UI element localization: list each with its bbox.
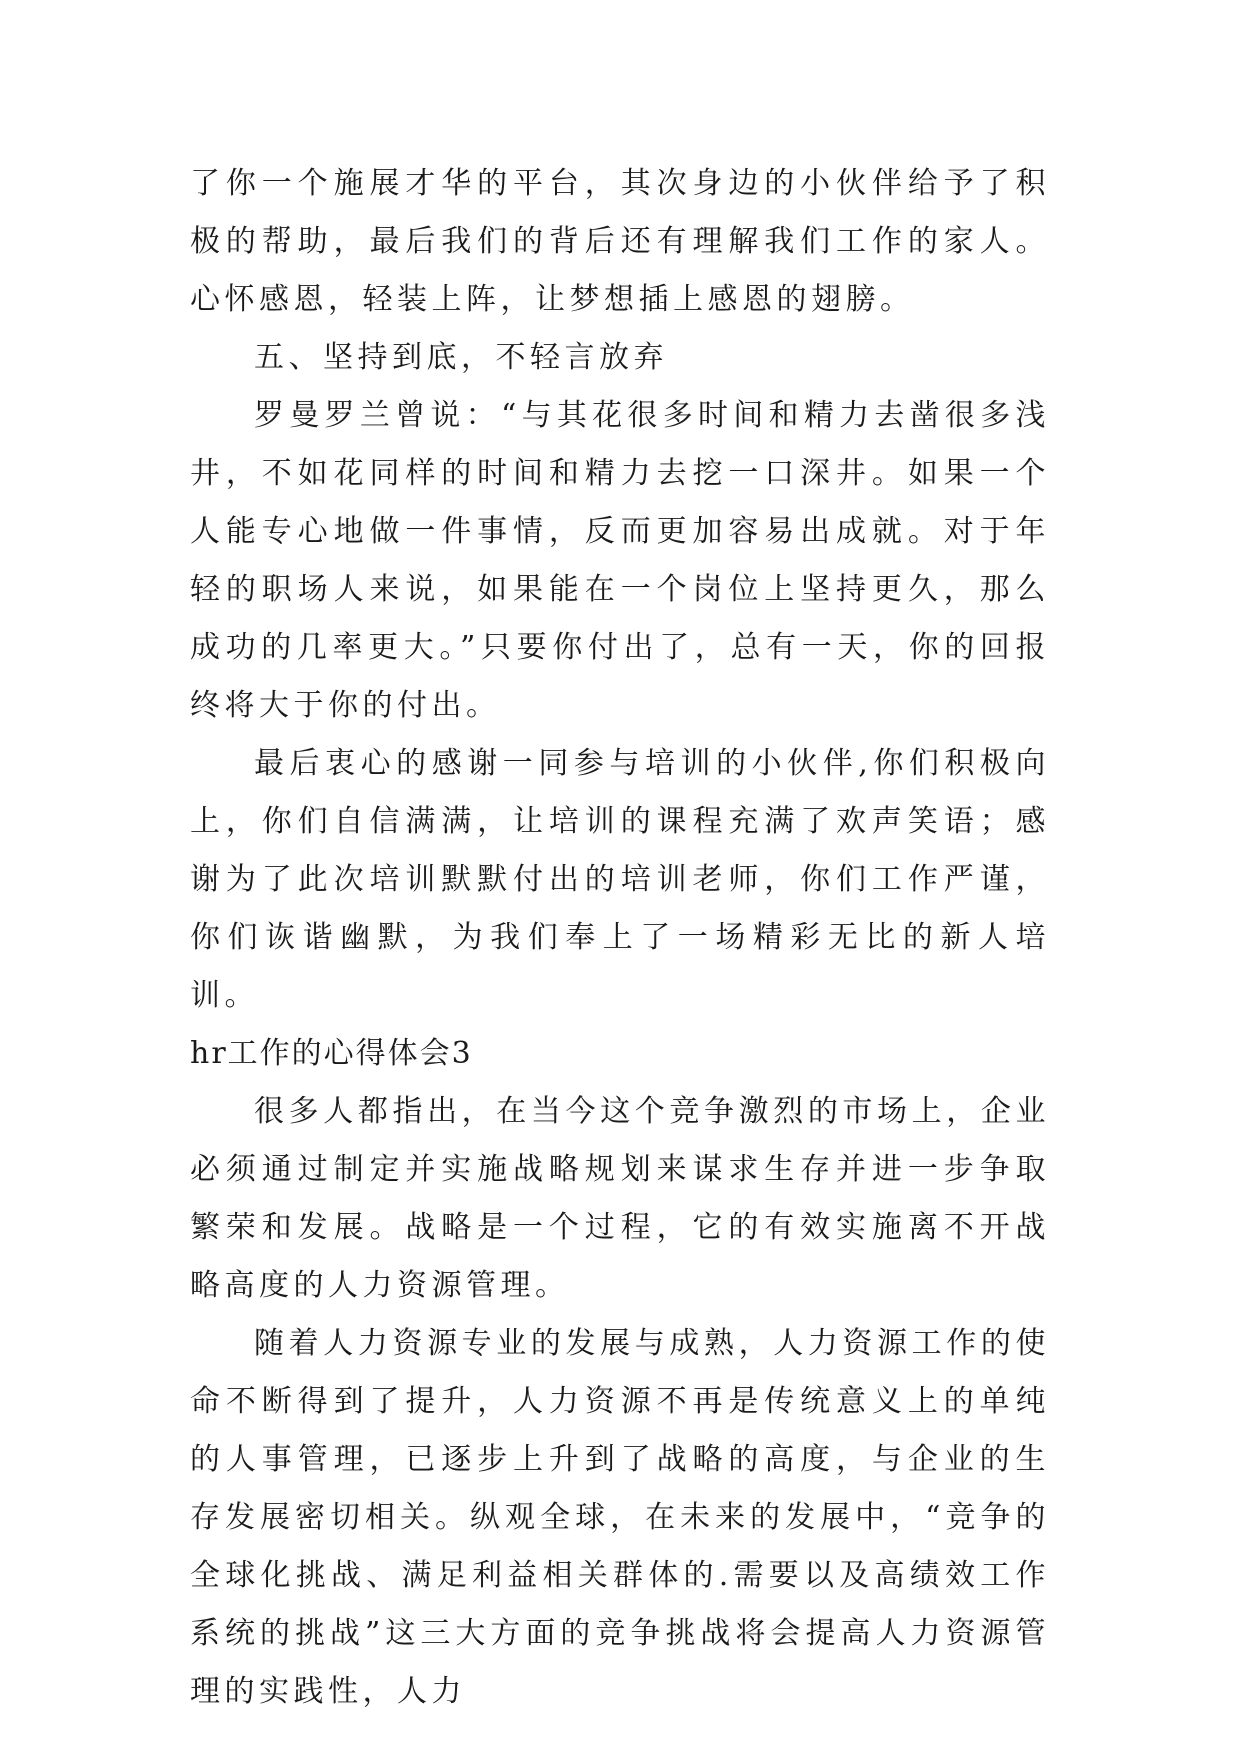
- paragraph-gratitude-continued: 了你一个施展才华的平台，其次身边的小伙伴给予了积极的帮助，最后我们的背后还有理解我们工作的家人。心怀感恩，轻装上阵，让梦想插上感恩的翅膀。: [190, 166, 1050, 317]
- article-title-hr-3: hr工作的心得体会3: [190, 1036, 473, 1071]
- paragraph-hr-development: 随着人力资源专业的发展与成熟，人力资源工作的使命不断得到了提升，人力资源不再是传统意义上的单纯的人事管理，已逐步上升到了战略的高度，与企业的生存发展密切相关。纵观全球，在未来的发展中，“竞争的全球化挑战、满足利益相关群体的.需要以及高绩效工作系统的挑战”这三大方面的竞争挑战将会提高人力资源管理的实践性，人力: [190, 1326, 1050, 1709]
- paragraph-romain-rolland-quote: 罗曼罗兰曾说：“与其花很多时间和精力去凿很多浅井，不如花同样的时间和精力去挖一口深井。如果一个人能专心地做一件事情，反而更加容易出成就。对于年轻的职场人来说，如果能在一个岗位上坚持更久，那么成功的几率更大。”只要你付出了，总有一天，你的回报终将大于你的付出。: [190, 398, 1050, 723]
- document-body: [190, 155, 1050, 1721]
- paragraph-strategy-intro: 很多人都指出，在当今这个竞争激烈的市场上，企业必须通过制定并实施战略规划来谋求生存并进一步争取繁荣和发展。战略是一个过程，它的有效实施离不开战略高度的人力资源管理。: [190, 1094, 1050, 1303]
- paragraph-thanks: 最后衷心的感谢一同参与培训的小伙伴,你们积极向上，你们自信满满，让培训的课程充满了欢声笑语；感谢为了此次培训默默付出的培训老师，你们工作严谨，你们诙谐幽默，为我们奉上了一场精彩无比的新人培训。: [190, 746, 1050, 1013]
- section-heading-persist: 五、坚持到底，不轻言放弃: [254, 340, 668, 375]
